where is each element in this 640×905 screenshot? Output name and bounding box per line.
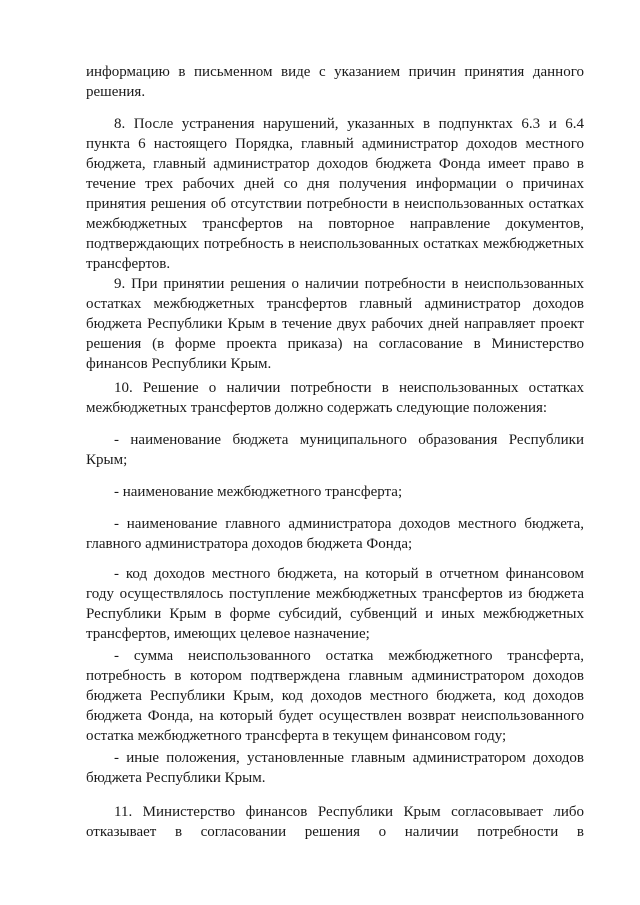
list-item-revenue-code: - код доходов местного бюджета, на который в отчетном финансовом году осуществлялось поступление межбюджетных трансфертов из бюджета Республики Крым в форме субсидий, субвенций и иных межбюджетных трансфертов, имеющих целевое назначение;: [86, 566, 584, 642]
list-item-transfer-name: - наименование межбюджетного трансферта;: [114, 484, 403, 500]
paragraph-item-9: 9. При принятии решения о наличии потребности в неиспользованных остатках межбюджетных трансфертов главный администратор доходов бюджета Республики Крым в течение двух рабочих дней направляет проект решения (в форме проекта приказа) на согласование в Министерство финансов Республики Крым.: [86, 276, 584, 372]
paragraph-item-8: 8. После устранения нарушений, указанных в подпунктах 6.3 и 6.4 пункта 6 настоящего Порядка, главный администратор доходов местного бюджета, главный администратор доходов бюджета Фонда имеет право в течение трех рабочих дней со дня получения информации о причинах принятия решения об отсутствии потребности в неиспользованных остатках межбюджетных трансфертов на повторное направление документов, подтверждающих потребность в неиспользованных остатках межбюджетных трансфертов.: [86, 116, 584, 272]
paragraph-continuation: информацию в письменном виде с указанием причин принятия данного решения.: [86, 64, 584, 100]
list-item-administrator-name: - наименование главного администратора доходов местного бюджета, главного администратора доходов бюджета Фонда;: [86, 516, 584, 552]
list-item-other-provisions: - иные положения, установленные главным администратором доходов бюджета Республики Крым.: [86, 750, 584, 786]
paragraph-item-10: 10. Решение о наличии потребности в неиспользованных остатках межбюджетных трансфертов должно содержать следующие положения:: [86, 380, 584, 416]
paragraph-item-11: 11. Министерство финансов Республики Крым согласовывает либо отказывает в согласовании решения о наличии потребности в: [86, 804, 584, 840]
list-item-unused-balance: - сумма неиспользованного остатка межбюджетного трансферта, потребность в котором подтверждена главным администратором доходов бюджета Республики Крым, код доходов местного бюджета, код доходов бюджета Фонда, на который будет осуществлен возврат неиспользованного остатка межбюджетного трансферта в текущем финансовом году;: [86, 648, 584, 744]
list-item-budget-name: - наименование бюджета муниципального образования Республики Крым;: [86, 432, 584, 468]
